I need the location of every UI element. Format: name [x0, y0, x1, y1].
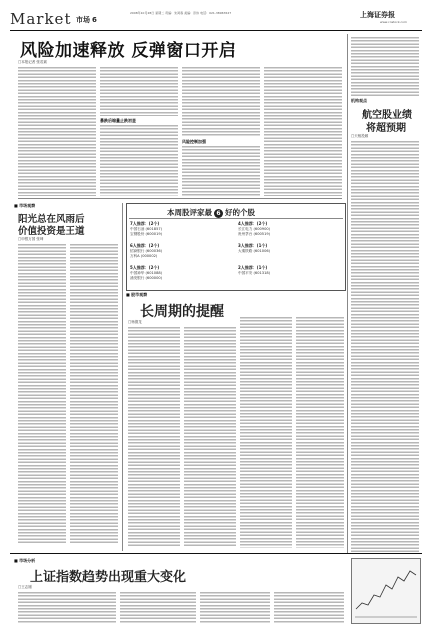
right-column-divider — [347, 34, 348, 554]
top-story-headline: 风险加速释放 反弹窗口开启 — [20, 41, 237, 61]
stock-box — [126, 203, 346, 291]
left-story-headline-1: 阳光总在风雨后 — [18, 214, 85, 225]
stock-group-label: 3人推荐：(1个) — [238, 243, 268, 248]
left-story-headline-2: 价值投资是王道 — [18, 226, 85, 237]
top-story-col-1 — [18, 66, 96, 196]
top-story-col-2 — [100, 66, 178, 116]
stock-group-label: 2人推荐：(1个) — [238, 265, 268, 270]
top-story-col-3 — [182, 66, 260, 136]
bottom-story-col-1 — [18, 591, 116, 623]
top-story-col-3b — [182, 145, 260, 196]
stock-item: 大秦铁路 (601006) — [238, 249, 271, 253]
stock-group-label: 4人推荐：(2个) — [238, 221, 268, 226]
stock-group — [238, 265, 342, 276]
masthead — [10, 8, 422, 30]
stock-item: 招商银行 (600036) — [130, 249, 163, 253]
stock-item: 贵州茅台 (600519) — [238, 232, 271, 236]
stock-group — [130, 243, 234, 259]
stock-group-label: 6人推荐：(2个) — [130, 243, 160, 248]
masthead-url: www.cnstock.com — [380, 20, 407, 24]
mid-story-byline: □杨德龙 — [128, 320, 142, 324]
top-story-col-4 — [264, 66, 342, 196]
right-column-byline: □天相投顾 — [351, 134, 369, 138]
right-column-label: 机构观点 — [351, 98, 367, 103]
stock-item: 长江电力 (600900) — [238, 227, 271, 231]
stock-item: 中国平安 (601318) — [238, 271, 271, 275]
right-column-headline-2: 将超预期 — [366, 123, 406, 134]
left-story-divider — [122, 203, 123, 551]
stock-group-label: 7人推荐：(2个) — [130, 221, 160, 226]
stock-group-label: 5人推荐：(2个) — [130, 265, 160, 270]
mid-story-label: ■ 股市观察 — [126, 292, 148, 297]
stock-item: 浦发银行 (600000) — [130, 276, 163, 280]
bottom-chart-thumbnail — [351, 558, 421, 624]
right-column-body — [351, 140, 419, 554]
mid-story-headline: 长周期的提醒 — [140, 304, 224, 320]
bottom-story-byline: □王志刚 — [18, 585, 32, 589]
top-story-col-2b — [100, 124, 178, 196]
bottom-story-col-2 — [120, 591, 196, 623]
mid-story-col-3 — [240, 316, 292, 548]
stock-box-title-rule — [129, 218, 343, 219]
stock-item: 中国神华 (601088) — [130, 271, 163, 275]
right-column-headline-1: 航空股业绩 — [362, 110, 412, 121]
top-story-sub-2: 风险控制加强 — [182, 139, 206, 144]
mid-story-col-4 — [296, 316, 344, 548]
stock-box-title: 本周股评家最 6 好的个股 — [167, 208, 255, 217]
stock-item: 万科A (000002) — [130, 254, 158, 258]
stock-box-groups — [130, 221, 342, 287]
left-story-body-1 — [18, 243, 66, 543]
left-story-label: ■ 市场观察 — [14, 203, 36, 208]
bottom-chart-graphic — [352, 559, 420, 623]
masthead-rule — [10, 30, 422, 31]
stock-box-title-num: 6 — [214, 209, 223, 218]
bottom-story-headline: 上证指数趋势出现重大变化 — [30, 570, 187, 585]
right-column-top-text — [351, 36, 419, 96]
masthead-logo: Market — [10, 10, 72, 28]
left-story-body-2 — [70, 243, 118, 543]
left-story-byline: □申银万国 张坤 — [18, 237, 44, 241]
bottom-story-label: ■ 市场分析 — [14, 558, 36, 563]
mid-story-col-2 — [184, 326, 236, 548]
masthead-paper-name: 上海证券报 — [360, 11, 395, 19]
masthead-section: 市场 6 — [76, 16, 97, 24]
top-story-sub-1: 暴跌后缩量止跌初显 — [100, 118, 136, 123]
stock-item: 宝钢股份 (600019) — [130, 232, 163, 236]
masthead-date-line: 2008年10月28日 星期二 责编：朱鸿春 美编：彭伟 电话：021-38967627 — [130, 11, 232, 15]
stock-group — [130, 265, 234, 281]
stock-group — [238, 221, 342, 237]
top-story-byline: □本报记者 张若斌 — [18, 60, 47, 64]
stock-group — [238, 243, 342, 254]
mid-story-col-1 — [128, 326, 180, 548]
stock-group — [130, 221, 234, 237]
bottom-story-col-4 — [274, 591, 344, 623]
bottom-section-rule — [10, 553, 422, 554]
top-story-bottom-rule — [18, 198, 342, 199]
bottom-story-col-3 — [200, 591, 270, 623]
stock-item: 中国石油 (601857) — [130, 227, 163, 231]
